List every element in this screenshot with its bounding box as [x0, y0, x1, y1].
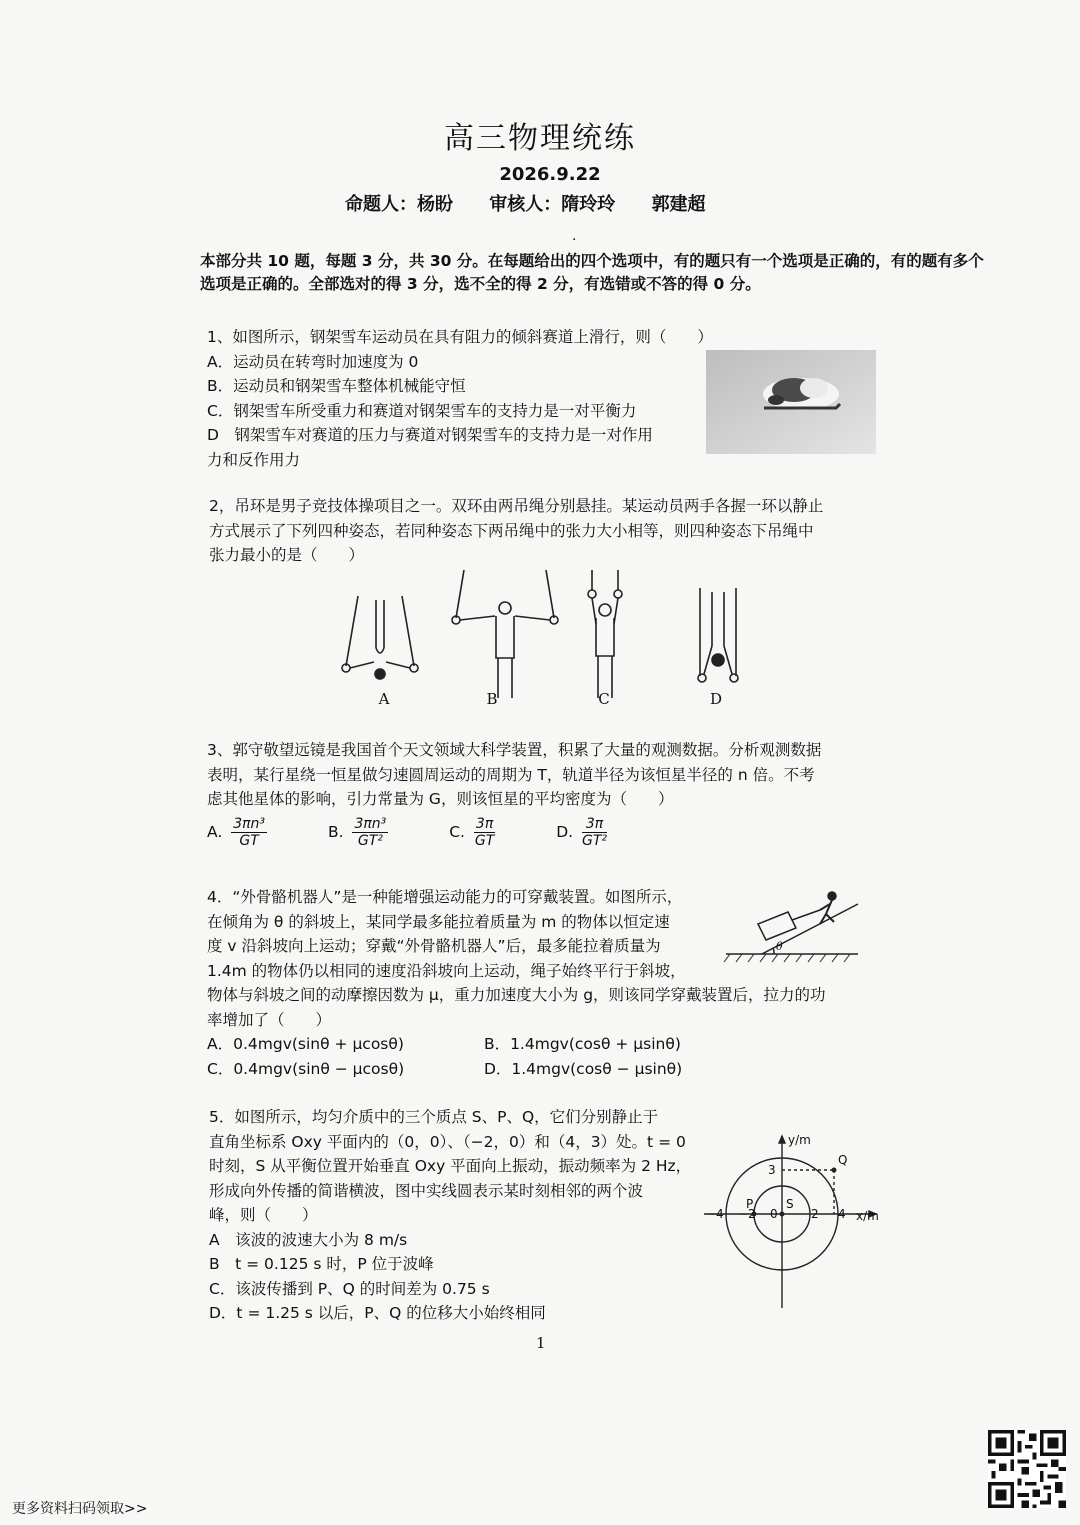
q3-option-d	[556, 816, 607, 849]
incline-figure	[722, 884, 862, 966]
rings-figures	[330, 568, 750, 708]
tick-x-0: 0	[770, 1207, 778, 1221]
q3-answer-row	[207, 816, 663, 849]
q1-stem: 1、如图所示，钢架雪车运动员在具有阻力的倾斜赛道上滑行，则（ ）	[207, 328, 713, 346]
skeleton-sled-photo	[706, 350, 876, 454]
q5-option-b: B t = 0.125 s 时，P 位于波峰	[209, 1255, 434, 1273]
figure-c-label: C	[598, 690, 610, 708]
author-label: 命题人：杨盼	[345, 194, 453, 215]
q3-option-b	[328, 816, 388, 849]
q4-stem-line-3: 度 v 沿斜坡向上运动；穿戴“外骨骼机器人”后，最多能拉着质量为	[207, 937, 661, 955]
angle-label: θ	[776, 940, 783, 953]
tick-x-neg2: −2	[738, 1207, 756, 1221]
q3-option-b-label: B.	[327, 823, 344, 841]
point-s-label: S	[786, 1197, 794, 1211]
x-axis-label: x/m	[856, 1209, 879, 1223]
figure-b-label: B	[486, 690, 498, 708]
exam-date: 2026.9.22	[499, 164, 601, 185]
tick-y-3: 3	[768, 1163, 776, 1177]
question-3	[207, 738, 887, 812]
q4-stem-line-2: 在倾角为 θ 的斜坡上，某同学最多能拉着质量为 m 的物体以恒定速	[207, 912, 670, 931]
point-q-label: Q	[838, 1153, 848, 1167]
q3-option-c-numerator: 3π	[475, 816, 494, 832]
q3-stem-line-3: 虑其他星体的影响，引力常量为 G，则该恒星的平均密度为（ ）	[207, 790, 674, 808]
point-p-label: P	[746, 1197, 754, 1211]
question-2	[209, 494, 889, 568]
q5-option-d: D．t = 1.25 s 以后，P、Q 的位移大小始终相同	[209, 1304, 546, 1322]
q3-option-a-label: A.	[207, 823, 223, 841]
wave-coordinate-figure	[700, 1128, 890, 1312]
q4-option-c: C．0.4mgv(sinθ − μcosθ)	[207, 1059, 405, 1078]
q4-stem-line-6: 率增加了（ ）	[207, 1010, 332, 1029]
q3-option-d-label: D.	[556, 823, 574, 841]
q4-option-d: D．1.4mgv(cosθ − μsinθ)	[483, 1059, 683, 1078]
q1-option-a: A．运动员在转弯时加速度为 0	[207, 352, 419, 371]
instructions: 本部分共 10 题，每题 3 分，共 30 分。在每题给出的四个选项中，有的题只有一个选项是正确的，有的题有多个选项是正确的。全部选对的得 3 分，选不全的得 2 分，有选错或不答的得 0 分。	[200, 252, 984, 293]
q1-option-c: C．钢架雪车所受重力和赛道对钢架雪车的支持力是一对平衡力	[207, 401, 637, 420]
q5-stem-line-1: 5．如图所示，均匀介质中的三个质点 S、P、Q，它们分别静止于	[209, 1108, 659, 1126]
tick-x-2: 2	[811, 1207, 819, 1221]
q1-option-d: D 钢架雪车对赛道的压力与赛道对钢架雪车的支持力是一对作用	[207, 426, 653, 444]
q3-option-a	[207, 816, 267, 849]
q2-stem-line-3: 张力最小的是（ ）	[209, 546, 365, 564]
q3-option-b-numerator: 3πn³	[354, 816, 387, 832]
q4-options	[207, 1032, 887, 1081]
q3-option-b-fraction	[352, 816, 388, 849]
q5-option-a: A 该波的波速大小为 8 m/s	[209, 1230, 408, 1249]
question-1	[207, 325, 727, 472]
q5-stem-line-4: 形成向外传播的简谐横波，图中实线圆表示某时刻相邻的两个波	[209, 1181, 644, 1200]
reviewer2: 郭建超	[651, 194, 706, 215]
q3-option-c-fraction	[474, 816, 495, 849]
q4-stem-line-5: 物体与斜坡之间的动摩擦因数为 μ，重力加速度大小为 g，则该同学穿戴装置后，拉力的功	[207, 986, 826, 1004]
q1-option-d-cont: 力和反作用力	[207, 450, 301, 469]
y-axis-label: y/m	[788, 1133, 811, 1147]
question-5	[209, 1105, 709, 1326]
q3-option-a-denominator: GT	[239, 833, 259, 849]
q3-option-c-denominator: GT	[474, 833, 495, 849]
footer-text[interactable]: 更多资料扫码领取>>	[12, 1501, 148, 1517]
q4-stem-line-4: 1.4m 的物体仍以相同的速度沿斜坡向上运动，绳子始终平行于斜坡，	[207, 961, 686, 980]
scan-dot: ·	[572, 232, 577, 248]
tick-x-4: 4	[838, 1207, 846, 1221]
q5-stem-line-5: 峰，则（ ）	[209, 1206, 318, 1224]
reviewer-label: 审核人：隋玲玲	[489, 194, 616, 215]
q3-option-c-label: C.	[449, 823, 465, 841]
q3-option-d-fraction	[582, 816, 607, 849]
q3-option-d-numerator: 3π	[582, 816, 607, 833]
figure-c-support	[588, 570, 622, 698]
q4-option-b: B．1.4mgv(cosθ + μsinθ)	[483, 1035, 681, 1053]
figure-d-inverted-vertical	[698, 588, 738, 682]
q5-stem-line-3: 时刻，S 从平衡位置开始垂直 Oxy 平面向上振动，振动频率为 2 Hz，	[209, 1157, 692, 1175]
q3-option-a-fraction	[231, 816, 267, 849]
q2-stem-line-2: 方式展示了下列四种姿态，若同种姿态下两吊绳中的张力大小相等，则四种姿态下吊绳中	[209, 521, 814, 540]
q5-stem-line-2: 直角坐标系 Oxy 平面内的（0，0）、（−2，0）和（4，3）处。t = 0	[209, 1132, 686, 1151]
q1-option-b: B．运动员和钢架雪车整体机械能守恒	[207, 377, 466, 395]
q3-option-a-numerator: 3πn³	[233, 816, 266, 832]
tick-x-neg4: −4	[706, 1207, 724, 1221]
figure-a-label: A	[378, 690, 390, 708]
q3-stem-line-2: 表明，某行星绕一恒星做匀速圆周运动的周期为 T，轨道半径为该恒星半径的 n 倍。不考	[207, 765, 815, 784]
q4-option-a: A．0.4mgv(sinθ + μcosθ)	[207, 1035, 404, 1053]
q3-option-c	[449, 816, 495, 849]
figure-d-label: D	[709, 690, 723, 708]
q4-stem-line-1: 4．“外骨骼机器人”是一种能增强运动能力的可穿戴装置。如图所示，	[207, 888, 683, 906]
figure-b-cross	[452, 570, 558, 698]
q3-option-d-denominator: GT²	[582, 833, 608, 849]
page-number: 1	[536, 1334, 546, 1352]
figure-a-inverted-hang	[342, 596, 418, 679]
qr-code-icon[interactable]	[988, 1430, 1066, 1508]
q5-option-c: C．该波传播到 P、Q 的时间差为 0.75 s	[209, 1279, 490, 1298]
q3-stem-line-1: 3、郭守敬望远镜是我国首个天文领域大科学装置，积累了大量的观测数据。分析观测数据	[207, 741, 822, 759]
q3-option-b-denominator: GT²	[357, 833, 383, 849]
q2-stem-line-1: 2，吊环是男子竞技体操项目之一。双环由两吊绳分别悬挂。某运动员两手各握一环以静止	[209, 497, 824, 515]
authors-line	[345, 190, 736, 216]
page-title: 高三物理统练	[444, 121, 636, 156]
